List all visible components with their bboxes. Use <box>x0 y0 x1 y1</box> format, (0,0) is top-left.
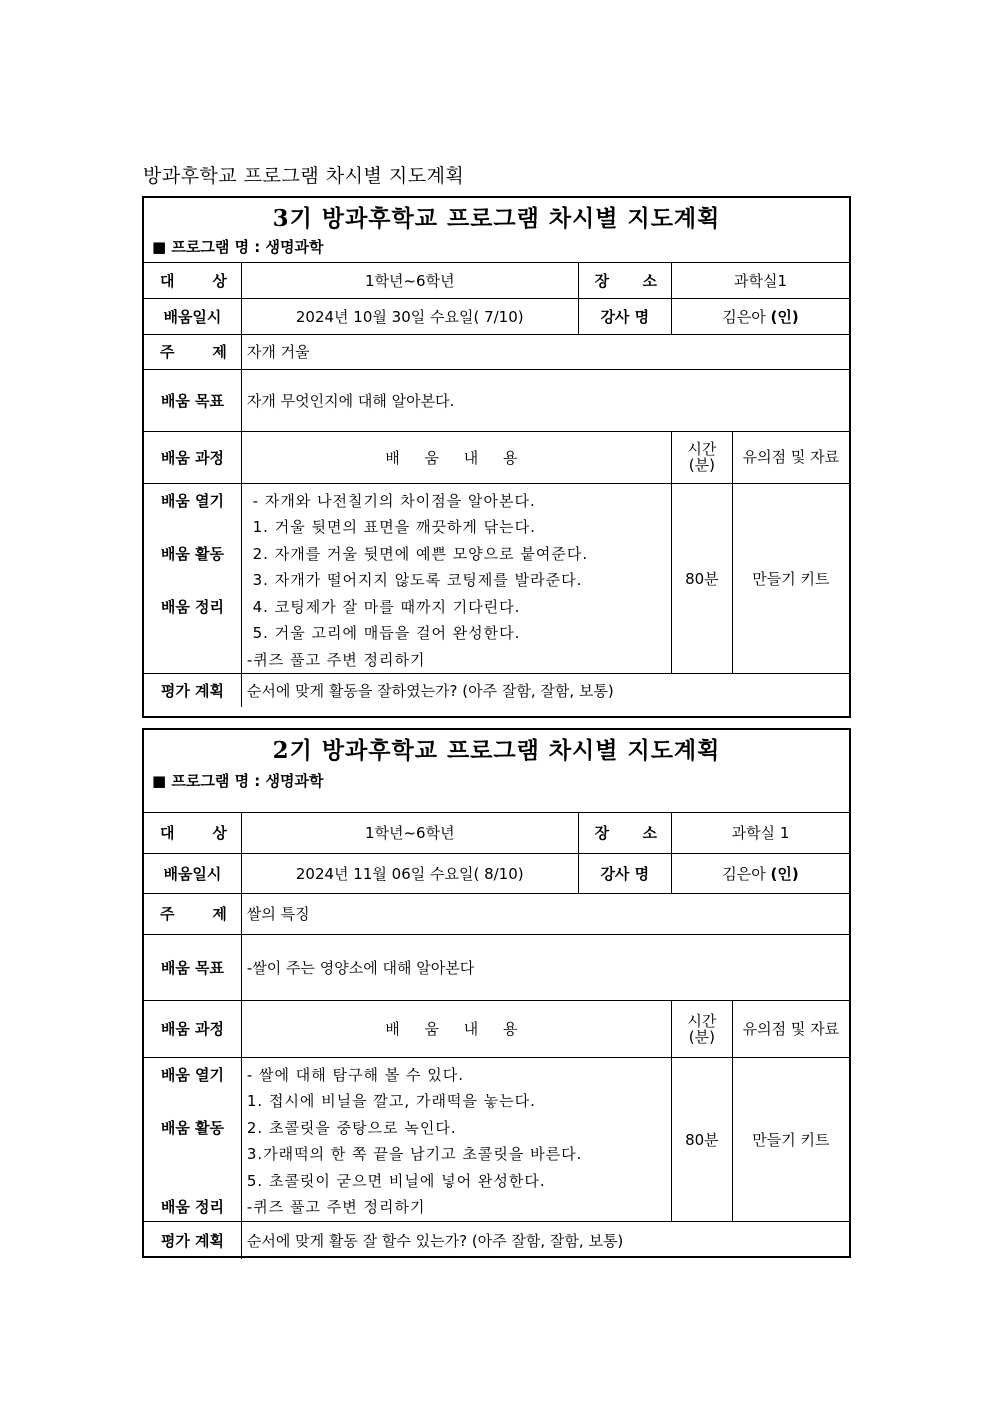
stage-wrapup: 배움 정리 <box>160 597 225 616</box>
eval-label: 평가 계획 <box>144 1221 241 1259</box>
teacher-value: 김은아 <box>722 864 766 883</box>
seal-mark: (인) <box>770 307 799 326</box>
target-value: 1학년~6학년 <box>241 813 578 853</box>
content-line: -퀴즈 풀고 주변 정리하기 <box>246 1198 426 1216</box>
content-line: 3. 자개가 떨어지지 않도록 코팅제를 발라준다. <box>246 571 583 589</box>
target-label: 대 상 <box>144 813 241 853</box>
content-lines <box>241 483 671 674</box>
stage-list <box>144 483 241 674</box>
content-line: 5. 초콜릿이 굳으면 비닐에 넣어 완성한다. <box>246 1171 546 1190</box>
plan-table <box>144 263 849 707</box>
notes-value: 만들기 키트 <box>732 483 849 674</box>
content-line: 2. 자개를 거울 뒷면에 예쁜 모양으로 붙여준다. <box>246 544 589 563</box>
topic-label: 주 제 <box>144 334 241 369</box>
teacher-label: 강사 명 <box>578 298 671 334</box>
teacher-label: 강사 명 <box>578 853 671 893</box>
goal-value: 자개 무엇인지에 대해 알아본다. <box>241 369 849 431</box>
eval-value: 순서에 맞게 활동을 잘하였는가? (아주 잘함, 잘함, 보통) <box>241 674 849 707</box>
place-value: 과학실1 <box>671 263 849 298</box>
date-label: 배움일시 <box>144 298 241 334</box>
topic-value: 자개 거울 <box>241 334 849 369</box>
topic-value: 쌀의 특징 <box>241 893 849 934</box>
content-line: 4. 코팅제가 잘 마를 때까지 기다린다. <box>246 597 521 616</box>
plan-title: 3기 방과후학교 프로그램 차시별 지도계획 <box>272 205 721 232</box>
time-value: 80분 <box>671 483 732 674</box>
place-label: 장 소 <box>578 813 671 853</box>
goal-label: 배움 목표 <box>144 369 241 431</box>
stage-activity: 배움 활동 <box>160 544 225 563</box>
stage-open: 배움 열기 <box>160 491 225 510</box>
place-label: 장 소 <box>578 263 671 298</box>
time-header: 시간 (분) <box>671 431 732 483</box>
lesson-plan-2 <box>142 728 851 1258</box>
notes-header: 유의점 및 자료 <box>732 1000 849 1057</box>
content-line: 3.가래떡의 한 쪽 끝을 남기고 초콜릿을 바른다. <box>246 1145 583 1163</box>
notes-value: 만들기 키트 <box>732 1057 849 1221</box>
program-name: ■ 프로그램 명 : 생명과학 <box>152 238 324 256</box>
content-line: 1. 접시에 비닐을 깔고, 가래떡을 놓는다. <box>246 1092 536 1110</box>
stage-list <box>144 1057 241 1221</box>
plan-header <box>144 730 849 813</box>
date-value: 2024년 11월 06일 수요일( 8/10) <box>241 853 578 893</box>
lesson-plan-1 <box>142 196 851 718</box>
teacher-cell <box>671 298 849 334</box>
stage-open: 배움 열기 <box>160 1065 225 1084</box>
date-label: 배움일시 <box>144 853 241 893</box>
eval-value: 순서에 맞게 활동 잘 할수 있는가? (아주 잘함, 잘함, 보통) <box>241 1221 849 1259</box>
seal-mark: (인) <box>770 864 799 883</box>
content-header: 배 움 내 용 <box>241 1000 671 1057</box>
time-header: 시간 (분) <box>671 1000 732 1057</box>
content-line: - 쌀에 대해 탐구해 볼 수 있다. <box>246 1065 465 1084</box>
time-value: 80분 <box>671 1057 732 1221</box>
eval-label: 평가 계획 <box>144 674 241 707</box>
stage-wrapup: 배움 정리 <box>160 1197 225 1216</box>
process-label: 배움 과정 <box>144 431 241 483</box>
target-value: 1학년~6학년 <box>241 263 578 298</box>
content-lines <box>241 1057 671 1221</box>
process-label: 배움 과정 <box>144 1000 241 1057</box>
content-line: 5. 거울 고리에 매듭을 걸어 완성한다. <box>246 624 521 642</box>
plan-table <box>144 813 849 1259</box>
teacher-cell <box>671 853 849 893</box>
program-name: ■ 프로그램 명 : 생명과학 <box>152 772 324 790</box>
date-value: 2024년 10월 30일 수요일( 7/10) <box>241 298 578 334</box>
stage-activity: 배움 활동 <box>160 1118 225 1137</box>
plan-header <box>144 198 849 263</box>
target-label: 대 상 <box>144 263 241 298</box>
teacher-value: 김은아 <box>722 307 766 326</box>
plan-title: 2기 방과후학교 프로그램 차시별 지도계획 <box>272 737 721 764</box>
content-line: - 자개와 나전칠기의 차이점을 알아본다. <box>246 491 536 510</box>
goal-label: 배움 목표 <box>144 934 241 1000</box>
content-line: 1. 거울 뒷면의 표면을 깨끗하게 닦는다. <box>246 518 536 536</box>
content-header: 배 움 내 용 <box>241 431 671 483</box>
goal-value: -쌀이 주는 영양소에 대해 알아본다 <box>241 934 849 1000</box>
document-heading: 방과후학교 프로그램 차시별 지도계획 <box>143 165 465 187</box>
content-line: 2. 초콜릿을 중탕으로 녹인다. <box>246 1118 457 1137</box>
notes-header: 유의점 및 자료 <box>732 431 849 483</box>
place-value: 과학실 1 <box>671 813 849 853</box>
topic-label: 주 제 <box>144 893 241 934</box>
content-line: -퀴즈 풀고 주변 정리하기 <box>246 650 426 669</box>
